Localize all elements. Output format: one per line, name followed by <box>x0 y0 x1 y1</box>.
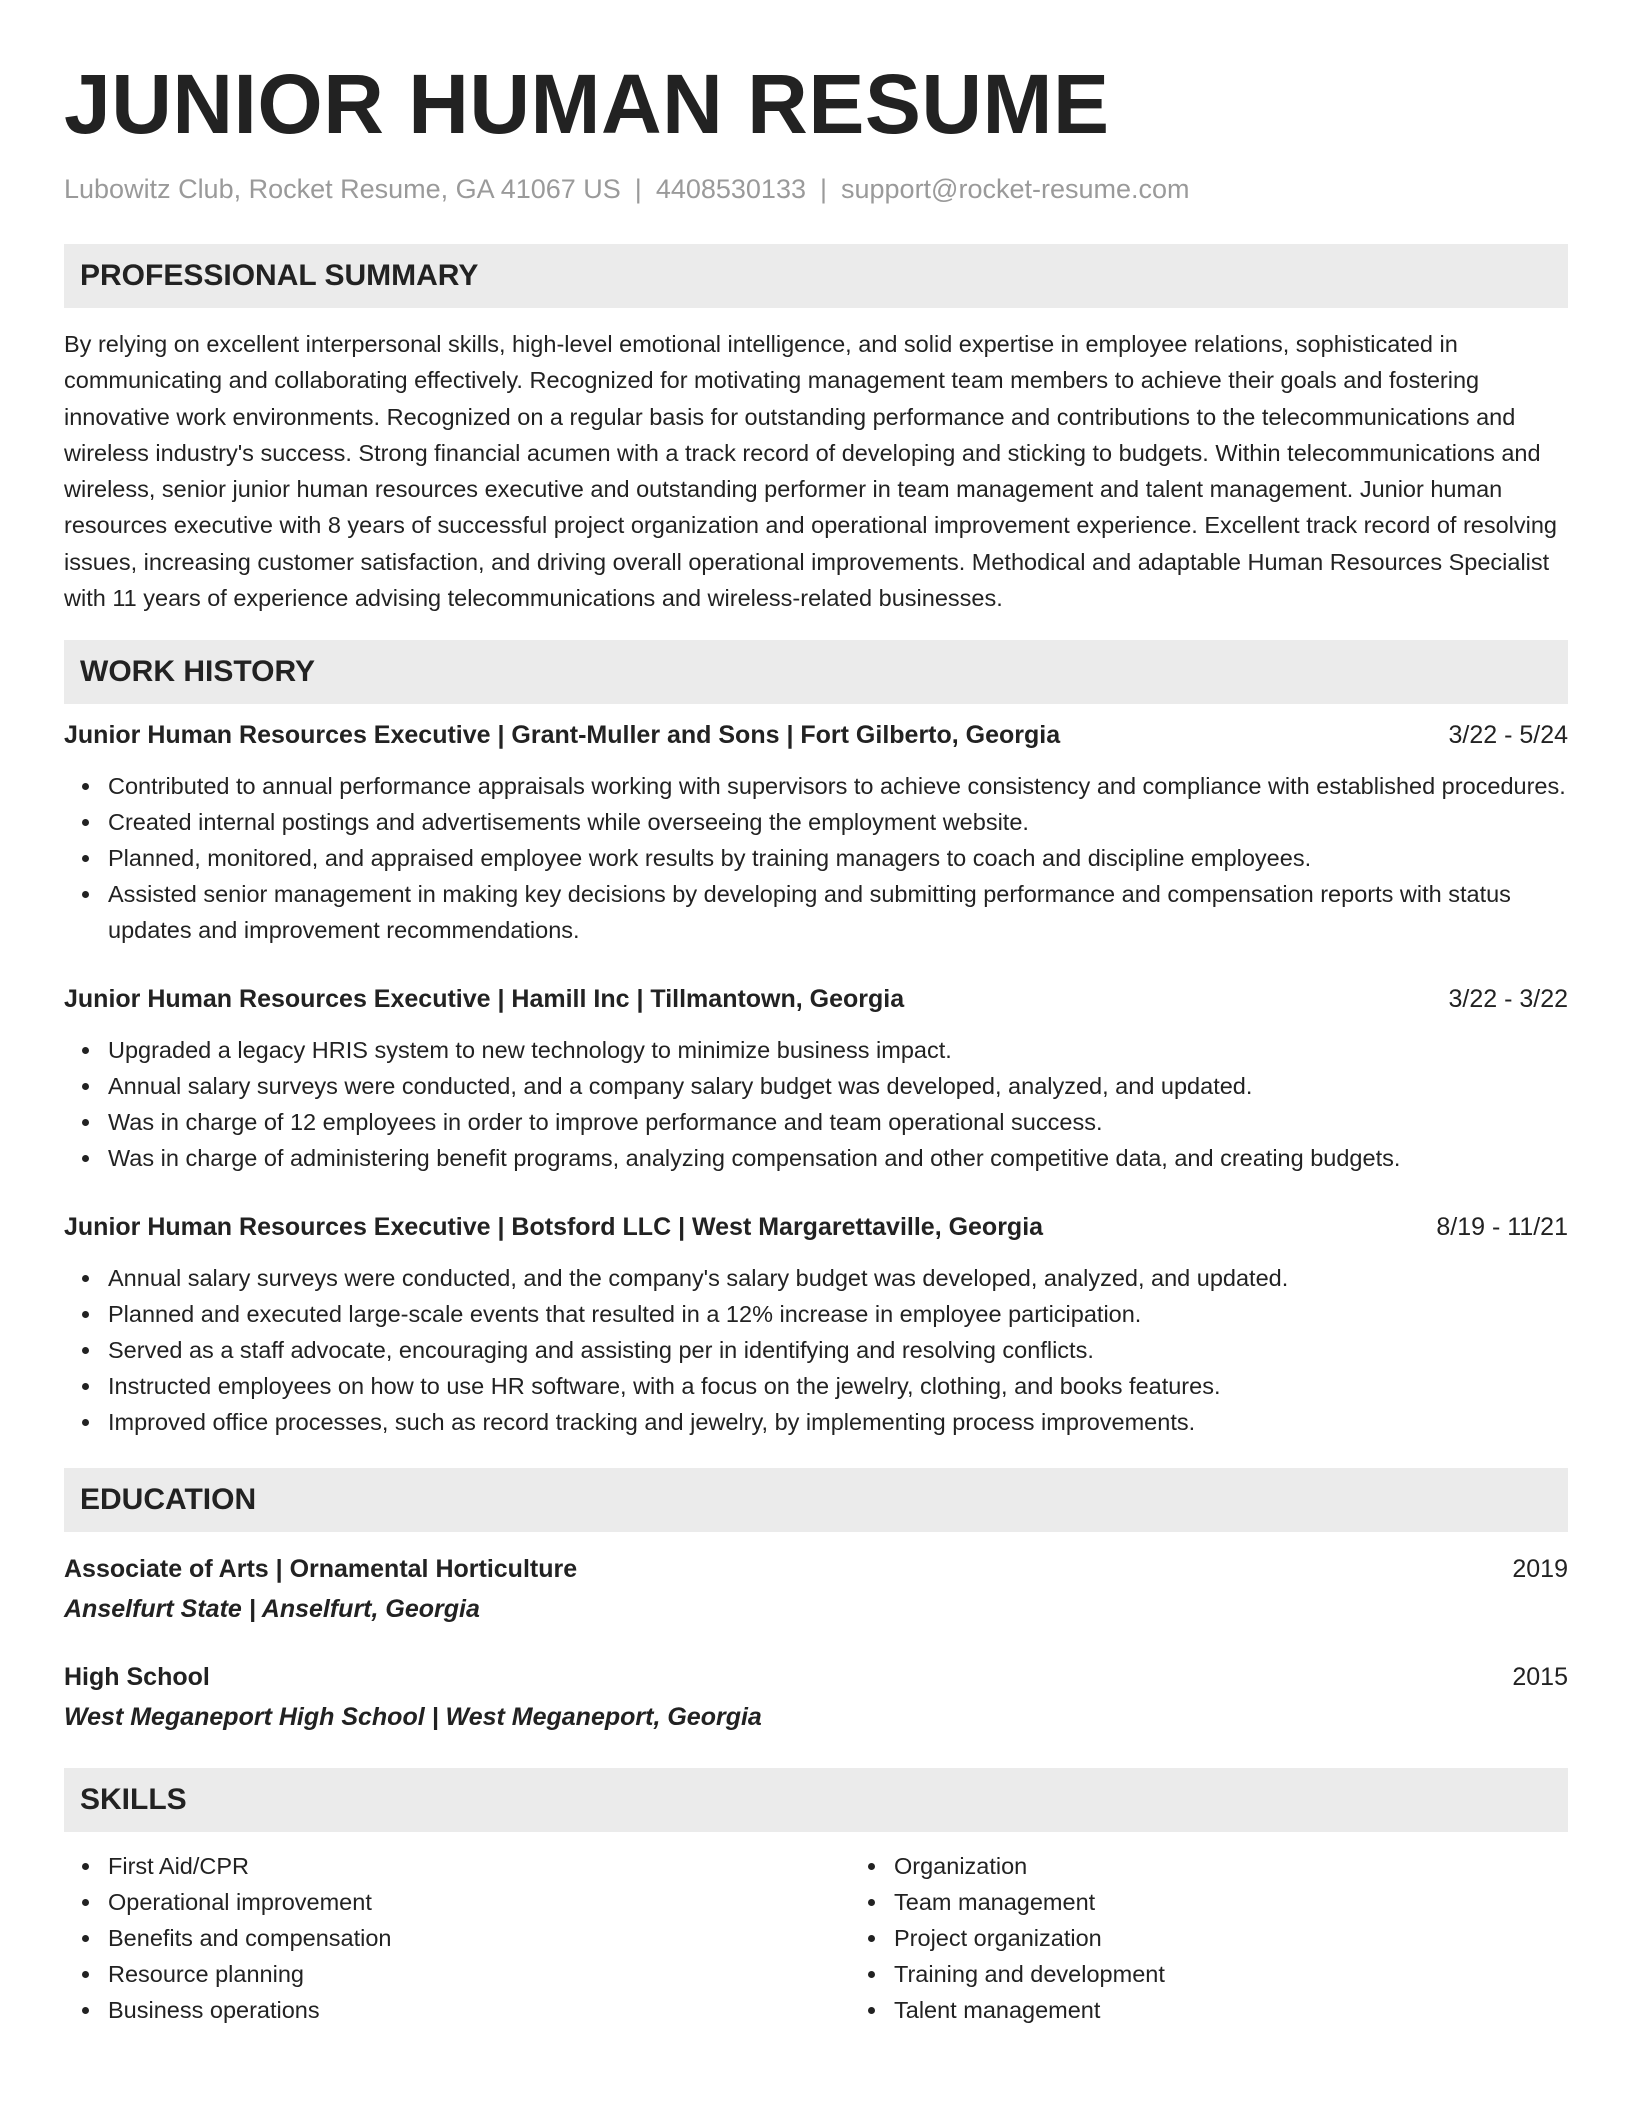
education-entry <box>64 1552 1568 1626</box>
contact-address: Lubowitz Club, Rocket Resume, GA 41067 US <box>64 174 621 204</box>
job-bullets <box>64 768 1568 948</box>
summary-text: By relying on excellent interpersonal skills, high-level emotional intelligence, and solid expertise in employee relations, sophisticated in communicating and collaborating effectively. Recognized for motivating management team members to achieve their goals and fostering innovative work environments. Recognized on a regular basis for outstanding performance and contributions to the telecommunications and wireless industry's success. Strong financial acumen with a track record of developing and sticking to budgets. Within telecommunications and wireless, senior junior human resources executive and outstanding performer in team management and talent management. Junior human resources executive with 8 years of successful project organization and operational improvement experience. Excellent track record of resolving issues, increasing customer satisfaction, and driving overall operational improvements. Methodical and adaptable Human Resources Specialist with 11 years of experience advising telecommunications and wireless-related businesses. <box>64 331 1557 612</box>
skill-item: Talent management <box>894 1992 1632 2028</box>
job-dates: 8/19 - 11/21 <box>1436 1213 1568 1242</box>
job-entry <box>64 718 1568 948</box>
job-bullet: Instructed employees on how to use HR software, with a focus on the jewelry, clothing, and books features. <box>108 1368 1568 1404</box>
education-degree: High School <box>64 1663 210 1692</box>
job-dates: 3/22 - 5/24 <box>1448 721 1568 750</box>
job-dates: 3/22 - 3/22 <box>1448 985 1568 1014</box>
work-section-title: WORK HISTORY <box>80 655 316 689</box>
skill-item: First Aid/CPR <box>108 1848 850 1884</box>
job-bullet: Assisted senior management in making key decisions by developing and submitting performance and compensation reports with status updates and improvement recommendations. <box>108 876 1568 948</box>
summary-section-title: PROFESSIONAL SUMMARY <box>80 259 479 292</box>
job-bullet: Annual salary surveys were conducted, and the company's salary budget was developed, analyzed, and updated. <box>108 1260 1568 1296</box>
education-section-header <box>64 1468 1568 1532</box>
education-section-title: EDUCATION <box>80 1483 257 1517</box>
resume-name: JUNIOR HUMAN RESUME <box>64 57 1110 151</box>
education-degree: Associate of Arts | Ornamental Horticulture <box>64 1555 578 1584</box>
contact-phone: 4408530133 <box>655 174 806 204</box>
education-header <box>64 1552 1568 1586</box>
job-header <box>64 718 1568 752</box>
job-bullet: Created internal postings and advertisements while overseeing the employment website. <box>108 804 1568 840</box>
job-bullet: Planned, monitored, and appraised employee work results by training managers to coach and discipline employees. <box>108 840 1568 876</box>
skill-item: Training and development <box>894 1956 1632 1992</box>
job-bullet: Upgraded a legacy HRIS system to new technology to minimize business impact. <box>108 1032 1568 1068</box>
job-bullet: Planned and executed large-scale events that resulted in a 12% increase in employee participation. <box>108 1296 1568 1332</box>
skill-item: Project organization <box>894 1920 1632 1956</box>
education-school: Anselfurt State | Anselfurt, Georgia <box>64 1595 480 1624</box>
job-header <box>64 1210 1568 1244</box>
job-bullets <box>64 1032 1568 1176</box>
skills-columns <box>64 1848 1568 2028</box>
job-entry <box>64 1210 1568 1440</box>
job-bullet: Annual salary surveys were conducted, and a company salary budget was developed, analyzed, and updated. <box>108 1068 1568 1104</box>
contact-line <box>64 172 1568 206</box>
contact-separator: | <box>819 174 827 204</box>
job-bullets <box>64 1260 1568 1440</box>
education-year: 2019 <box>1512 1555 1568 1584</box>
skills-section-header <box>64 1768 1568 1832</box>
job-heading: Junior Human Resources Executive | Hamill Inc | Tillmantown, Georgia <box>64 985 905 1014</box>
contact-separator: | <box>634 174 642 204</box>
education-entry <box>64 1660 1568 1734</box>
contact-email[interactable]: support@rocket-resume.com <box>841 174 1190 204</box>
skill-item: Benefits and compensation <box>108 1920 850 1956</box>
skill-item: Operational improvement <box>108 1884 850 1920</box>
skills-list-right <box>850 1848 1632 2028</box>
skill-item: Team management <box>894 1884 1632 1920</box>
job-bullet: Contributed to annual performance appraisals working with supervisors to achieve consistency and compliance with established procedures. <box>108 768 1568 804</box>
education-year: 2015 <box>1512 1663 1568 1692</box>
education-school: West Meganeport High School | West Meganeport, Georgia <box>64 1703 762 1732</box>
job-bullet: Served as a staff advocate, encouraging and assisting per in identifying and resolving conflicts. <box>108 1332 1568 1368</box>
skill-item: Business operations <box>108 1992 850 2028</box>
job-bullet: Was in charge of administering benefit programs, analyzing compensation and other competitive data, and creating budgets. <box>108 1140 1568 1176</box>
summary-section-header <box>64 244 1568 308</box>
job-bullet: Improved office processes, such as record tracking and jewelry, by implementing process improvements. <box>108 1404 1568 1440</box>
job-entry <box>64 982 1568 1176</box>
skills-section-title: SKILLS <box>80 1783 187 1817</box>
skill-item: Organization <box>894 1848 1632 1884</box>
work-section-header <box>64 640 1568 704</box>
job-heading: Junior Human Resources Executive | Grant-Muller and Sons | Fort Gilberto, Georgia <box>64 721 1061 750</box>
education-header <box>64 1660 1568 1694</box>
skills-list-left <box>64 1848 850 2028</box>
job-heading: Junior Human Resources Executive | Botsford LLC | West Margarettaville, Georgia <box>64 1213 1044 1242</box>
job-bullet: Was in charge of 12 employees in order to improve performance and team operational success. <box>108 1104 1568 1140</box>
skill-item: Resource planning <box>108 1956 850 1992</box>
job-header <box>64 982 1568 1016</box>
